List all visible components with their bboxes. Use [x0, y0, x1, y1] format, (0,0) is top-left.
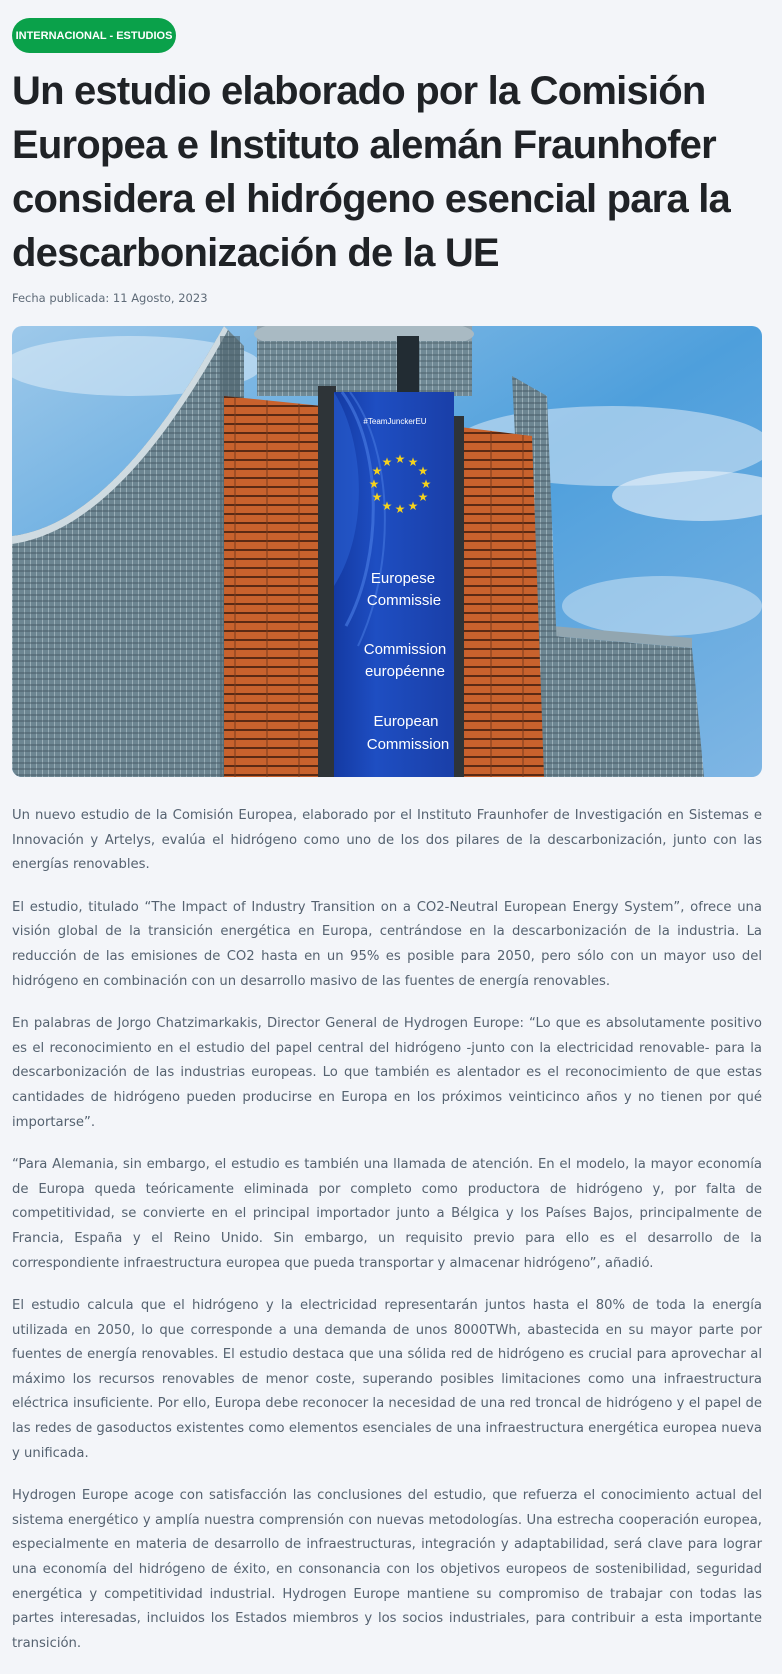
paragraph: Hydrogen Europe acoge con satisfacción las conclusiones del estudio, que refuerza el conocimiento actual del sistema energético y amplía nuestra comprensión con nuevas metodologías. Una estrecha cooperación europea, especialmente en materia de desarrollo de infraestructuras, integración y adaptabilidad, será clave para lograr una economía del hidrógeno de éxito, en consonancia con los objetivos europeos de sostenibilidad, seguridad energética y competitividad industrial. Hydrogen Europe mantiene su compromiso de trabajar con todas las partes interesadas, incluidos los Estados miembros y los socios industriales, para contribuir a esta importante transición. [12, 1488, 762, 1651]
banner-line-4: européenne [364, 663, 446, 680]
paragraph: “Para Alemania, sin embargo, el estudio es también una llamada de atención. En el modelo, la mayor economía de Europa queda teóricamente eliminada por completo como productora de hidrógeno y, por falta de competitividad, se convierte en el principal importador junto a Bélgica y los Países Bajos, principalmente de Francia, España y el Reino Unido. Sin embargo, un requisito previo para ello es el desarrollo de la correspondiente infraestructura europea que pueda transportar y almacenar hidrógeno”, añadió. [12, 1157, 762, 1271]
banner-line-3: Commission [363, 641, 447, 658]
svg-text:★: ★ [407, 499, 419, 513]
svg-text:★: ★ [394, 452, 406, 466]
svg-text:★: ★ [371, 490, 383, 504]
banner-hashtag: #TeamJunckerEU [363, 417, 427, 426]
paragraph: En palabras de Jorgo Chatzimarkakis, Director General de Hydrogen Europe: “Lo que es absolutamente positivo es el reconocimiento en el estudio del papel central del hidrógeno -junto con la electricidad renovable- para la descarbonización de las industrias europeas. Lo que también es alentador es el reconocimiento de que estas cantidades de hidrógeno pueden producirse en Europa en los próximos veinticinco años y no tienen por qué importarse”. [12, 1016, 762, 1130]
svg-text:★: ★ [407, 455, 419, 469]
banner-line-6: Commission [366, 736, 450, 753]
publish-date: Fecha publicada: 11 Agosto, 2023 [12, 291, 208, 305]
svg-text:★: ★ [371, 464, 383, 478]
svg-text:★: ★ [420, 477, 432, 491]
svg-text:★: ★ [417, 490, 429, 504]
svg-text:★: ★ [381, 455, 393, 469]
hero-image [12, 326, 762, 777]
svg-text:★: ★ [381, 499, 393, 513]
paragraph: El estudio, titulado “The Impact of Industry Transition on a CO2-Neutral European Energy System”, ofrece una visión global de la transición energética en Europa, centrándose en la descarbonización de la industria. La reducción de las emisiones de CO2 hasta en un 95% es posible para 2050, pero sólo con un mayor uso del hidrógeno en combinación con un desarrollo masivo de las fuentes de energía renovables. [12, 899, 762, 989]
banner-line-2: Commissie [366, 592, 442, 609]
svg-text:★: ★ [394, 502, 406, 516]
paragraph: Un nuevo estudio de la Comisión Europea, elaborado por el Instituto Fraunhofer de Investigación en Sistemas e Innovación y Artelys, evalúa el hidrógeno como uno de los dos pilares de la descarbonización, junto con las energías renovables. [12, 808, 762, 873]
paragraph: El estudio calcula que el hidrógeno y la electricidad representarán juntos hasta el 80% de toda la energía utilizada en 2050, lo que corresponde a una demanda de unos 8000TWh, abastecida en su mayor parte por fuentes de energía renovables. El estudio destaca que una sólida red de hidrógeno es crucial para aprovechar al máximo los recursos renovables de menor coste, superando posibles limitaciones como una infraestructura eléctrica insuficiente. Por ello, Europa debe reconocer la necesidad de una red troncal de hidrógeno y el papel de las redes de gasoductos existentes como elementos esenciales de una infraestructura energética europea nueva y unificada. [12, 1298, 762, 1461]
svg-text:★: ★ [417, 464, 429, 478]
article-body [12, 804, 762, 1674]
article-title: Un estudio elaborado por la Comisión Europea e Instituto alemán Fraunhofer considera el hidrógeno esencial para la descarbonización de la UE [12, 69, 730, 275]
category-badge[interactable]: INTERNACIONAL - ESTUDIOS [12, 18, 176, 53]
banner-line-5: European [373, 713, 439, 730]
banner-line-1: Europese [370, 570, 436, 587]
svg-text:★: ★ [368, 477, 380, 491]
